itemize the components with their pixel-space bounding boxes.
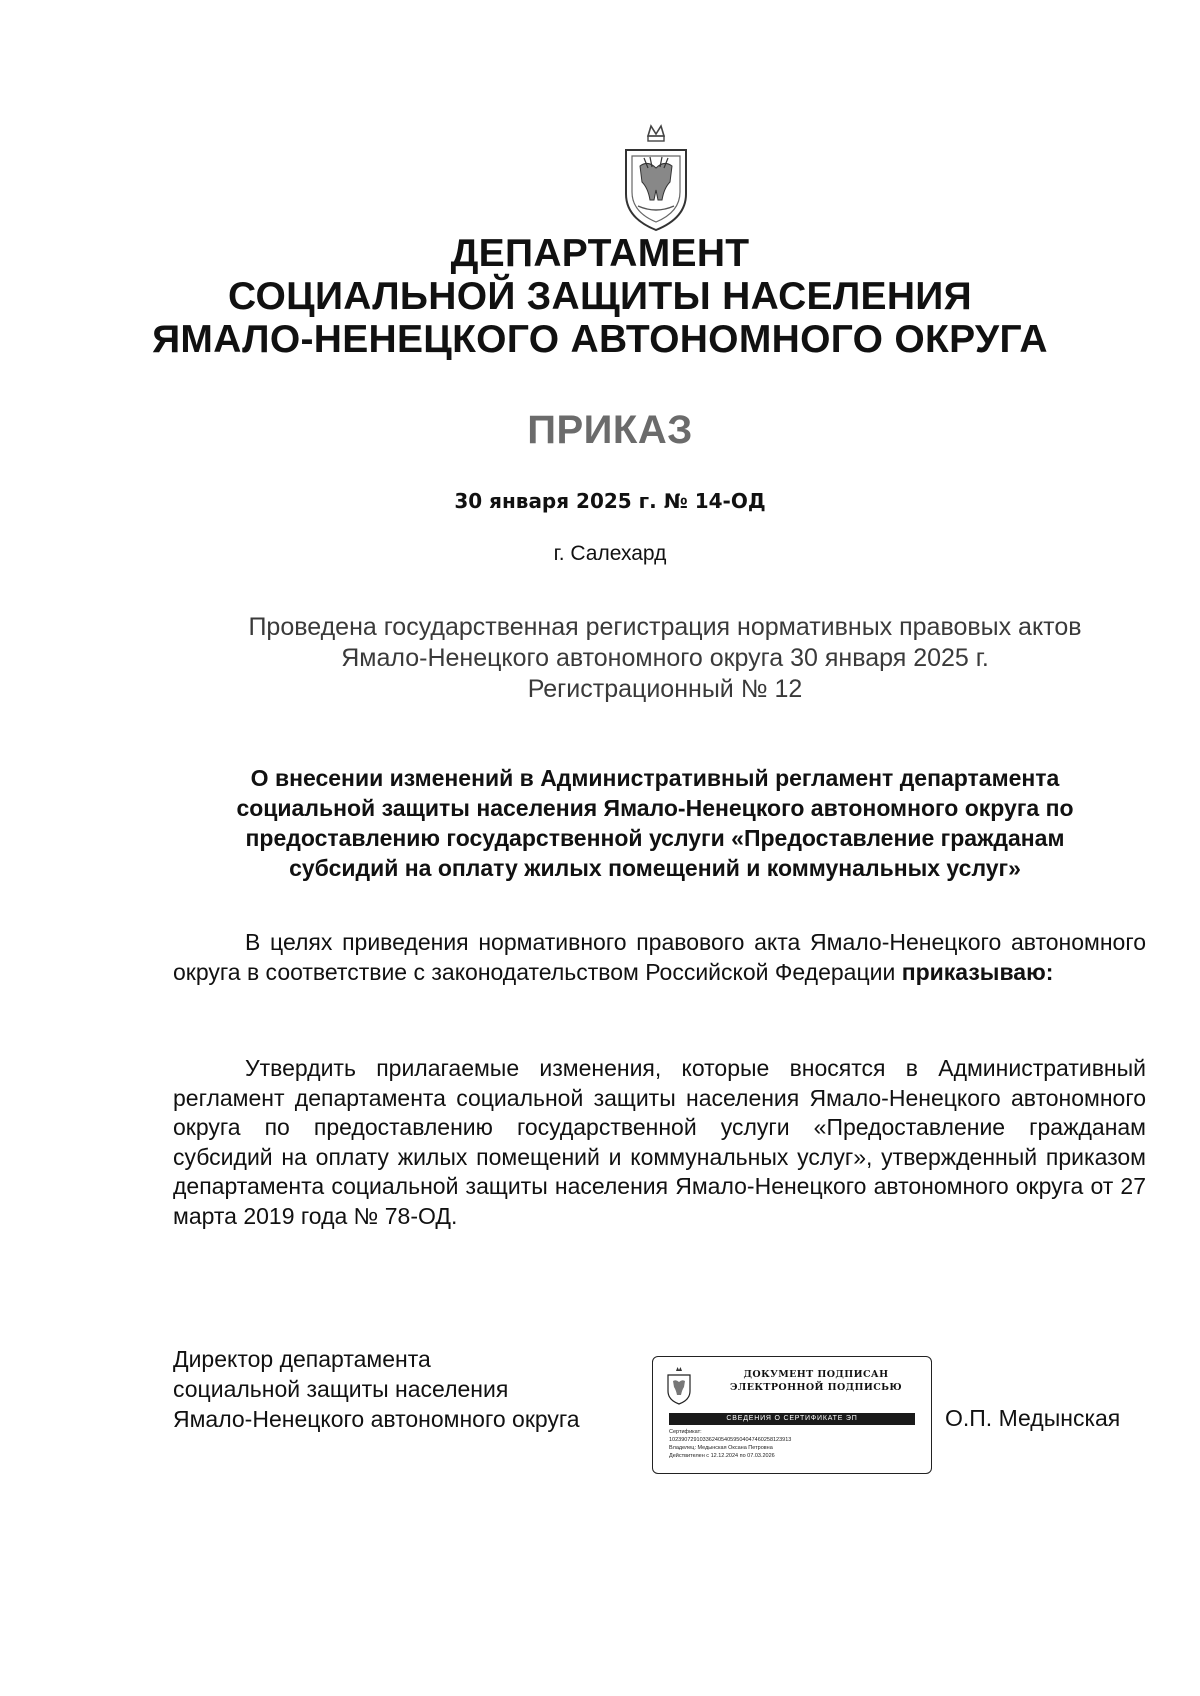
subject-line-4: субсидий на оплату жилых помещений и коммунальных услуг» [289, 855, 1021, 881]
stamp-cert-value: 1023907291033624054059504047460258123913 [669, 1437, 792, 1443]
stamp-title-line-2: ЭЛЕКТРОННОЙ ПОДПИСЬЮ [729, 1382, 903, 1393]
city: г. Салехард [553, 542, 667, 565]
organization-title [140, 232, 1060, 361]
stamp-title-line-1: ДОКУМЕНТ ПОДПИСАН [743, 1369, 889, 1380]
signer-title-line-2: социальной защиты населения [173, 1376, 509, 1402]
body-paragraph-2: Утвердить прилагаемые изменения, которые вносятся в Административный регламент департамента социальной защиты населения Ямало-Ненецкого автономного округа по предоставлению государственной услуги «Предоставление гражданам субсидий на оплату жилых помещений и коммунальных услуг», утвержденный приказом департамента социальной защиты населения Ямало-Ненецкого автономного округа от 27 марта 2019 года № 78-ОД. [173, 1055, 1146, 1229]
registration-line-1: Проведена государственная регистрация нормативных правовых актов [248, 613, 1082, 641]
stamp-cert-label: Сертификат: [669, 1429, 702, 1435]
subject-line-2: социальной защиты населения Ямало-Ненецкого автономного округа по [236, 795, 1074, 821]
body-paragraph-1 [173, 928, 1146, 987]
org-line-2: СОЦИАЛЬНОЙ ЗАЩИТЫ НАСЕЛЕНИЯ [228, 275, 972, 318]
subject-line-1: О внесении изменений в Административный регламент департамента [250, 765, 1060, 791]
registration-line-3: Регистрационный № 12 [527, 675, 803, 703]
signer-name: О.П. Медынская [945, 1405, 1121, 1431]
signer-title-line-3: Ямало-Ненецкого автономного округа [173, 1406, 580, 1432]
stamp-title [711, 1368, 921, 1394]
order-word: приказываю: [901, 958, 1054, 985]
date-number: 30 января 2025 г. № 14-ОД [454, 489, 766, 513]
document-type: ПРИКАЗ [527, 408, 693, 452]
signer-title-line-1: Директор департамента [173, 1346, 431, 1372]
coat-of-arms-icon [618, 122, 694, 234]
registration-note [190, 612, 1140, 705]
subject-line-3: предоставлению государственной услуги «Предоставление гражданам [245, 825, 1065, 851]
paragraph-1-text: В целях приведения нормативного правового акта Ямало-Ненецкого автономного округа в соответствие с законодательством Российской Федерации [173, 929, 1146, 985]
stamp-owner: Владелец: Медынская Оксана Петровна [669, 1445, 773, 1451]
document-subject [170, 763, 1140, 883]
stamp-certificate-bar: СВЕДЕНИЯ О СЕРТИФИКАТЕ ЭП [669, 1413, 915, 1425]
org-line-1: ДЕПАРТАМЕНТ [450, 232, 750, 275]
stamp-emblem-icon [665, 1367, 693, 1405]
org-line-3: ЯМАЛО-НЕНЕЦКОГО АВТОНОМНОГО ОКРУГА [152, 318, 1048, 361]
electronic-signature-stamp [652, 1356, 932, 1474]
signer-title [173, 1344, 653, 1434]
stamp-validity: Действителен с 12.12.2024 по 07.03.2026 [669, 1453, 775, 1459]
registration-line-2: Ямало-Ненецкого автономного округа 30 января 2025 г. [341, 644, 989, 672]
